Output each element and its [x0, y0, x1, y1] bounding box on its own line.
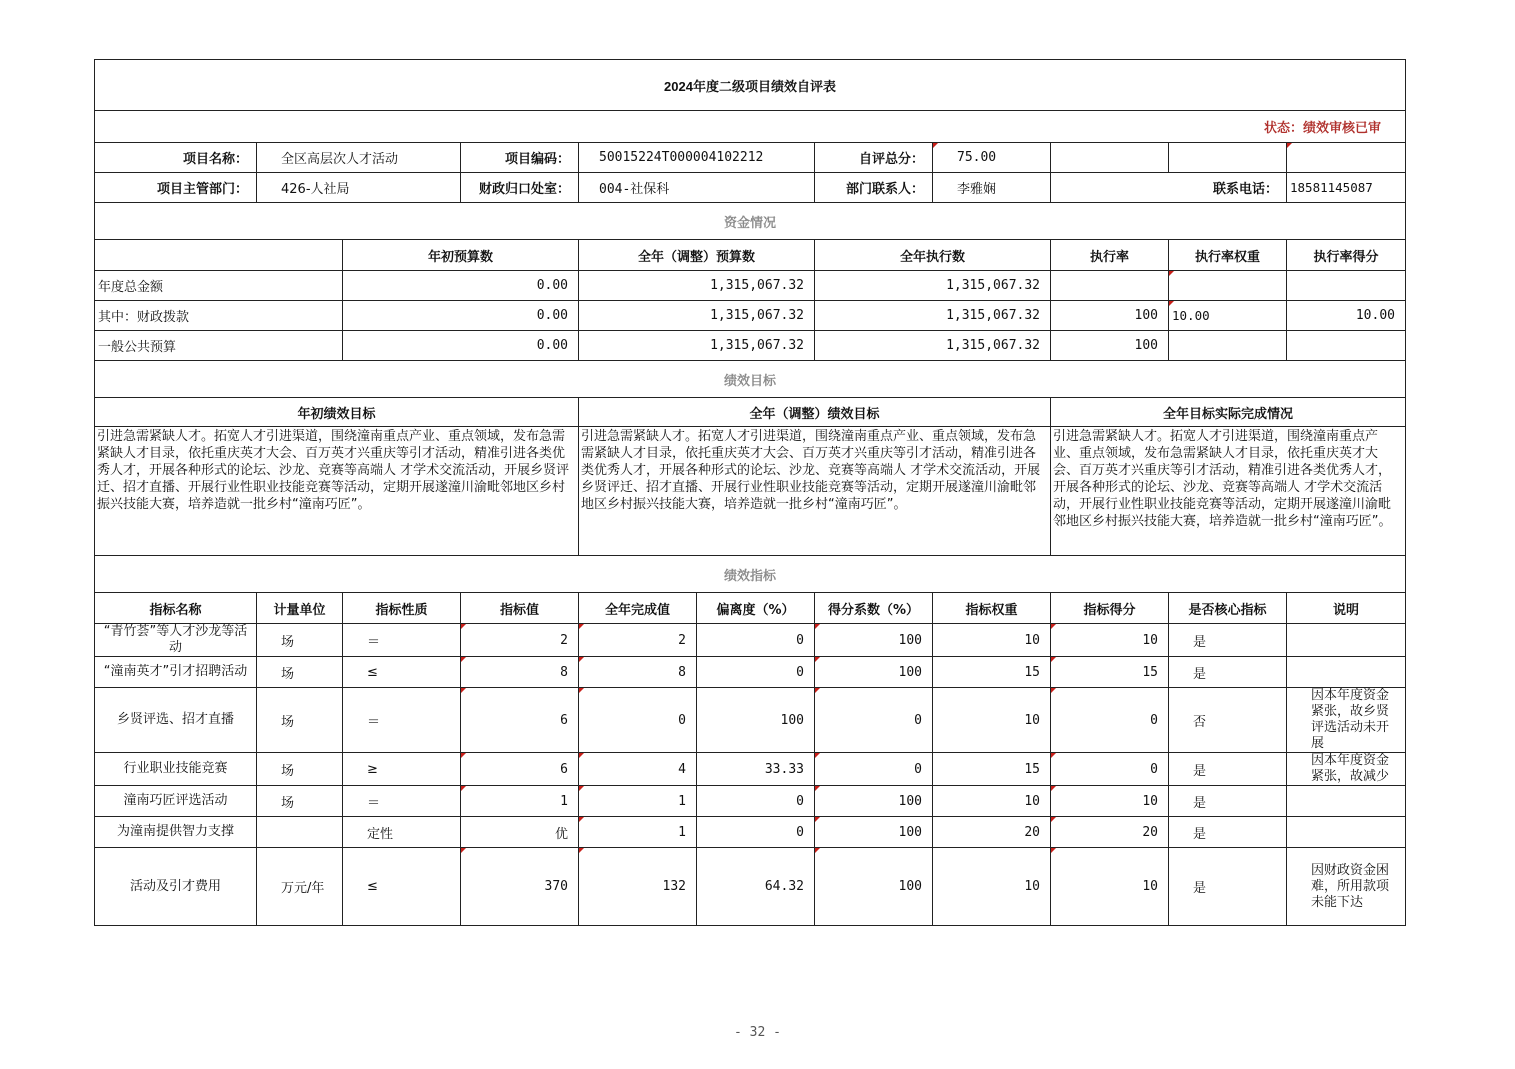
funds-executed: 1,315,067.32 [815, 301, 1051, 331]
indicator-header: 指标名称 [95, 593, 257, 624]
indicator-header: 得分系数（%） [815, 593, 933, 624]
project-code-label: 项目编码： [461, 143, 579, 173]
indicator-weight: 15 [933, 657, 1051, 688]
finance-label: 财政归口处室： [461, 173, 579, 203]
empty-cell [1051, 143, 1169, 173]
funds-header: 执行率 [1051, 240, 1169, 271]
indicator-score: 10 [1051, 624, 1169, 657]
funds-score [1287, 271, 1406, 301]
indicator-deviation: 0 [697, 786, 815, 817]
indicator-nature: ＝ [343, 624, 461, 657]
indicator-score: 20 [1051, 817, 1169, 848]
indicator-deviation: 0 [697, 817, 815, 848]
indicator-note [1287, 817, 1406, 848]
goals-content-row [95, 427, 1406, 556]
indicator-deviation: 0 [697, 657, 815, 688]
indicator-weight: 10 [933, 786, 1051, 817]
indicator-header: 说明 [1287, 593, 1406, 624]
indicator-coef: 100 [815, 848, 933, 926]
indicators-section-title: 绩效指标 [95, 556, 1406, 593]
phone-value: 18581145087 [1287, 173, 1406, 203]
contact-label: 部门联系人： [815, 173, 933, 203]
indicator-core: 否 [1169, 688, 1287, 753]
indicator-unit: 场 [257, 624, 343, 657]
indicator-nature: ≤ [343, 657, 461, 688]
indicator-name: 活动及引才费用 [95, 848, 257, 926]
indicator-nature: 定性 [343, 817, 461, 848]
indicator-nature: ≤ [343, 848, 461, 926]
funds-weight: 10.00 [1169, 301, 1287, 331]
funds-weight [1169, 271, 1287, 301]
status-text: 状态：绩效审核已审 [95, 111, 1406, 143]
indicator-coef: 100 [815, 786, 933, 817]
indicator-score: 0 [1051, 753, 1169, 786]
indicator-nature: ＝ [343, 688, 461, 753]
indicator-unit: 场 [257, 786, 343, 817]
funds-adjusted: 1,315,067.32 [579, 301, 815, 331]
indicator-actual: 4 [579, 753, 697, 786]
indicator-name: “潼南英才”引才招聘活动 [95, 657, 257, 688]
indicator-coef: 100 [815, 817, 933, 848]
funds-row-name: 年度总金额 [95, 271, 343, 301]
indicator-unit: 万元/年 [257, 848, 343, 926]
indicator-row [95, 817, 1406, 848]
indicator-name: 行业职业技能竞赛 [95, 753, 257, 786]
goals-section-title: 绩效目标 [95, 361, 1406, 398]
indicator-header: 指标权重 [933, 593, 1051, 624]
indicator-header: 指标性质 [343, 593, 461, 624]
funds-score: 10.00 [1287, 301, 1406, 331]
indicator-coef: 100 [815, 657, 933, 688]
funds-initial: 0.00 [343, 331, 579, 361]
indicator-row [95, 624, 1406, 657]
indicator-header: 计量单位 [257, 593, 343, 624]
indicator-row [95, 657, 1406, 688]
indicator-unit [257, 817, 343, 848]
evaluation-sheet [94, 59, 1405, 926]
funds-header-blank [95, 240, 343, 271]
indicator-actual: 1 [579, 817, 697, 848]
funds-row [95, 331, 1406, 361]
indicator-note [1287, 786, 1406, 817]
empty-cell [1169, 143, 1287, 173]
indicator-unit: 场 [257, 657, 343, 688]
dept-value: 426-人社局 [257, 173, 461, 203]
funds-rate: 100 [1051, 331, 1169, 361]
initial-goal-text: 引进急需紧缺人才。拓宽人才引进渠道，围绕潼南重点产业、重点领域，发布急需紧缺人才目录，依托重庆英才大会、百万英才兴重庆等引才活动，精准引进各类优秀人才，开展各种形式的论坛、沙龙、竞赛等高端人 才学术交流活动，开展乡贤评迁、招才直播、开展行业性职业技能竞赛等活动，定期开展遂潼川渝毗邻地区乡村振兴技能大赛，培养造就一批乡村“潼南巧匠”。 [95, 427, 579, 556]
indicator-target: 8 [461, 657, 579, 688]
indicator-name: “青竹荟”等人才沙龙等活动 [95, 624, 257, 657]
indicator-actual: 1 [579, 786, 697, 817]
funds-row [95, 301, 1406, 331]
indicator-coef: 100 [815, 624, 933, 657]
project-name-value: 全区高层次人才活动 [257, 143, 461, 173]
indicator-core: 是 [1169, 817, 1287, 848]
funds-executed: 1,315,067.32 [815, 271, 1051, 301]
project-name-label: 项目名称： [95, 143, 257, 173]
indicator-unit: 场 [257, 688, 343, 753]
adjusted-goal-text: 引进急需紧缺人才。拓宽人才引进渠道，围绕潼南重点产业、重点领域，发布急需紧缺人才目录，依托重庆英才大会、百万英才兴重庆等引才活动，精准引进各类优秀人才，开展各种形式的论坛、沙龙、竞赛等高端人 才学术交流活动，开展乡贤评迁、招才直播、开展行业性职业技能竞赛等活动，定期开展遂潼川渝毗邻地区乡村振兴技能大赛，培养造就一批乡村“潼南巧匠”。 [579, 427, 1051, 556]
indicator-row [95, 786, 1406, 817]
funds-header: 全年执行数 [815, 240, 1051, 271]
indicator-weight: 10 [933, 688, 1051, 753]
indicator-nature: ＝ [343, 786, 461, 817]
funds-header: 执行率权重 [1169, 240, 1287, 271]
indicator-header: 指标值 [461, 593, 579, 624]
indicator-name: 潼南巧匠评选活动 [95, 786, 257, 817]
page-number: - 32 - [734, 1025, 781, 1040]
indicator-nature: ≥ [343, 753, 461, 786]
funds-section-title: 资金情况 [95, 203, 1406, 240]
funds-score [1287, 331, 1406, 361]
indicator-score: 15 [1051, 657, 1169, 688]
indicator-actual: 8 [579, 657, 697, 688]
indicator-row [95, 753, 1406, 786]
finance-value: 004-社保科 [579, 173, 815, 203]
dept-label: 项目主管部门： [95, 173, 257, 203]
indicator-deviation: 33.33 [697, 753, 815, 786]
actual-goal-text: 引进急需紧缺人才。拓宽人才引进渠道，围绕潼南重点产业、重点领域，发布急需紧缺人才目录，依托重庆英才大会、百万英才兴重庆等引才活动，精准引进各类优秀人才，开展各种形式的论坛、沙龙、竞赛等高端人 才学术交流活动，开展行业性职业技能竞赛等活动，定期开展遂潼川渝毗邻地区乡村振兴技能大赛，培养造就一批乡村“潼南巧匠”。 [1051, 427, 1406, 556]
indicator-name: 为潼南提供智力支撑 [95, 817, 257, 848]
indicator-core: 是 [1169, 753, 1287, 786]
indicator-note: 因财政资金困难，所用款项未能下达 [1287, 848, 1406, 926]
funds-adjusted: 1,315,067.32 [579, 331, 815, 361]
phone-label: 联系电话： [1051, 173, 1287, 203]
indicator-actual: 2 [579, 624, 697, 657]
indicator-target: 6 [461, 688, 579, 753]
indicator-score: 0 [1051, 688, 1169, 753]
indicator-score: 10 [1051, 848, 1169, 926]
funds-executed: 1,315,067.32 [815, 331, 1051, 361]
indicator-row [95, 688, 1406, 753]
indicator-row [95, 848, 1406, 926]
indicator-weight: 20 [933, 817, 1051, 848]
indicator-deviation: 64.32 [697, 848, 815, 926]
page-title: 2024年度二级项目绩效自评表 [95, 60, 1406, 111]
funds-row [95, 271, 1406, 301]
info-row-2 [95, 173, 1406, 203]
score-value: 75.00 [933, 143, 1051, 173]
indicator-coef: 0 [815, 688, 933, 753]
indicator-target: 6 [461, 753, 579, 786]
indicator-deviation: 100 [697, 688, 815, 753]
score-label: 自评总分： [815, 143, 933, 173]
funds-initial: 0.00 [343, 271, 579, 301]
goals-header: 全年目标实际完成情况 [1051, 398, 1406, 427]
indicator-note: 因本年度资金紧张，故减少 [1287, 753, 1406, 786]
indicator-note [1287, 624, 1406, 657]
indicator-note [1287, 657, 1406, 688]
indicator-target: 优 [461, 817, 579, 848]
indicator-note: 因本年度资金紧张，故乡贤评选活动未开展 [1287, 688, 1406, 753]
indicator-target: 1 [461, 786, 579, 817]
indicator-header: 指标得分 [1051, 593, 1169, 624]
project-code-value: 50015224T000004102212 [579, 143, 815, 173]
funds-initial: 0.00 [343, 301, 579, 331]
indicator-weight: 10 [933, 624, 1051, 657]
indicator-target: 2 [461, 624, 579, 657]
indicator-header: 是否核心指标 [1169, 593, 1287, 624]
funds-row-name: 一般公共预算 [95, 331, 343, 361]
indicator-header: 偏离度（%） [697, 593, 815, 624]
indicator-weight: 10 [933, 848, 1051, 926]
indicator-header: 全年完成值 [579, 593, 697, 624]
funds-header-row [95, 240, 1406, 271]
funds-rate: 100 [1051, 301, 1169, 331]
indicator-score: 10 [1051, 786, 1169, 817]
funds-header: 年初预算数 [343, 240, 579, 271]
indicator-coef: 0 [815, 753, 933, 786]
funds-weight [1169, 331, 1287, 361]
funds-header: 执行率得分 [1287, 240, 1406, 271]
info-row-1 [95, 143, 1406, 173]
indicator-unit: 场 [257, 753, 343, 786]
indicator-core: 是 [1169, 624, 1287, 657]
indicator-name: 乡贤评选、招才直播 [95, 688, 257, 753]
evaluation-table [94, 59, 1406, 926]
indicator-core: 是 [1169, 657, 1287, 688]
funds-header: 全年（调整）预算数 [579, 240, 815, 271]
contact-value: 李雅娴 [933, 173, 1051, 203]
indicator-core: 是 [1169, 786, 1287, 817]
indicator-actual: 0 [579, 688, 697, 753]
indicator-deviation: 0 [697, 624, 815, 657]
indicator-target: 370 [461, 848, 579, 926]
goals-header: 年初绩效目标 [95, 398, 579, 427]
indicator-weight: 15 [933, 753, 1051, 786]
indicator-core: 是 [1169, 848, 1287, 926]
indicators-header-row [95, 593, 1406, 624]
funds-row-name: 其中：财政拨款 [95, 301, 343, 331]
indicator-actual: 132 [579, 848, 697, 926]
funds-adjusted: 1,315,067.32 [579, 271, 815, 301]
goals-header: 全年（调整）绩效目标 [579, 398, 1051, 427]
goals-header-row [95, 398, 1406, 427]
funds-rate [1051, 271, 1169, 301]
empty-cell [1287, 143, 1406, 173]
